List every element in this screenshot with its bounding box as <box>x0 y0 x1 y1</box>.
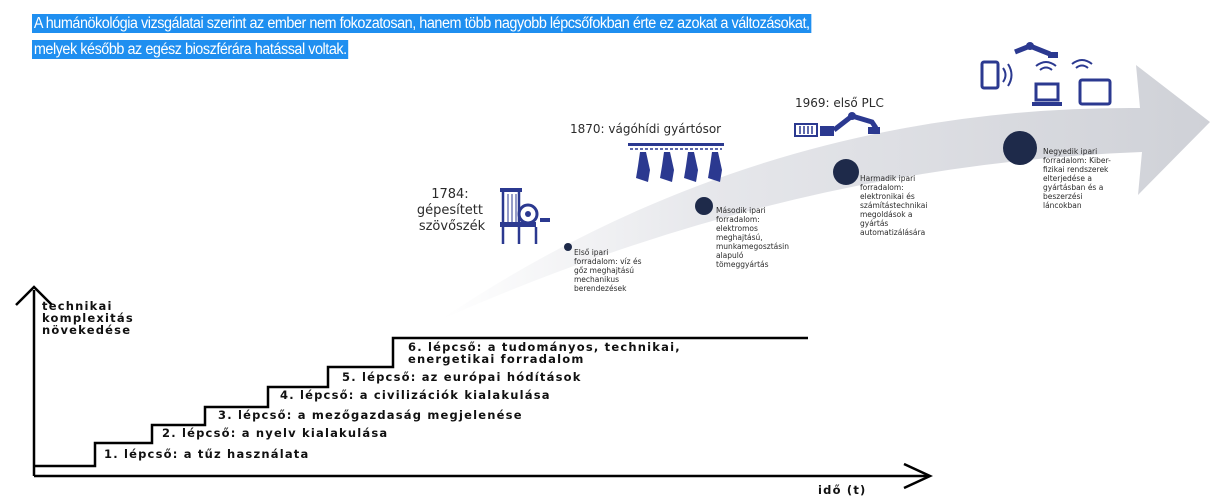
step-5-label: 5. lépcső: az európai hódítások <box>342 370 582 384</box>
step-4-label: 4. lépcső: a civilizációk kialakulása <box>280 388 551 402</box>
revolution-dot-1 <box>564 243 572 251</box>
milestone-1969-label: 1969: első PLC <box>795 96 884 110</box>
milestone-1870-label: 1870: vágóhídi gyártósor <box>570 122 722 136</box>
industry-4-icons <box>982 42 1110 106</box>
caption-line-1: A humánökológia vizsgálatai szerint az ember nem fokozatosan, hanem több nagyobb lépcsőfokban érte ez azokat a változásokat, <box>33 15 810 32</box>
revolution-text-1: Első ipari forradalom: víz és gőz meghajtású mechanikus berendezések <box>574 248 642 293</box>
step-2-label: 2. lépcső: a nyelv kialakulása <box>162 426 389 440</box>
x-axis-label: idő (t) <box>818 483 867 497</box>
revolution-text-3: Harmadik ipari forradalom: elektronikai és számítástechnikai megoldások a gyártás automatizálására <box>860 174 928 237</box>
revolution-text-2: Második ipari forradalom: elektromos meghajtású, munkamegosztásin alapuló tömeggyártás <box>716 206 790 269</box>
step-6-label: 6. lépcső: a tudományos, technikai, energetikai forradalom <box>408 340 681 366</box>
x-axis <box>34 464 930 488</box>
assembly-line-icon <box>628 143 724 182</box>
revolution-dot-3 <box>833 159 859 185</box>
revolution-text-4: Negyedik ipari forradalom: Kiber- fizikai rendszerek elterjedése a gyártásban és a beszerzési láncokban <box>1043 147 1111 210</box>
plc-robot-icon <box>795 112 880 136</box>
step-1-label: 1. lépcső: a tűz használata <box>104 447 310 461</box>
y-axis-label: technikai komplexitás növekedése <box>42 299 134 337</box>
loom-icon <box>500 188 550 244</box>
milestone-1784-label: 1784: gépesített szövőszék <box>416 187 486 234</box>
revolution-dot-4 <box>1003 131 1037 165</box>
revolution-dot-2 <box>695 197 713 215</box>
step-3-label: 3. lépcső: a mezőgazdaság megjelenése <box>218 408 523 422</box>
caption-line-2: melyek később az egész bioszférára hatással voltak. <box>33 41 347 58</box>
